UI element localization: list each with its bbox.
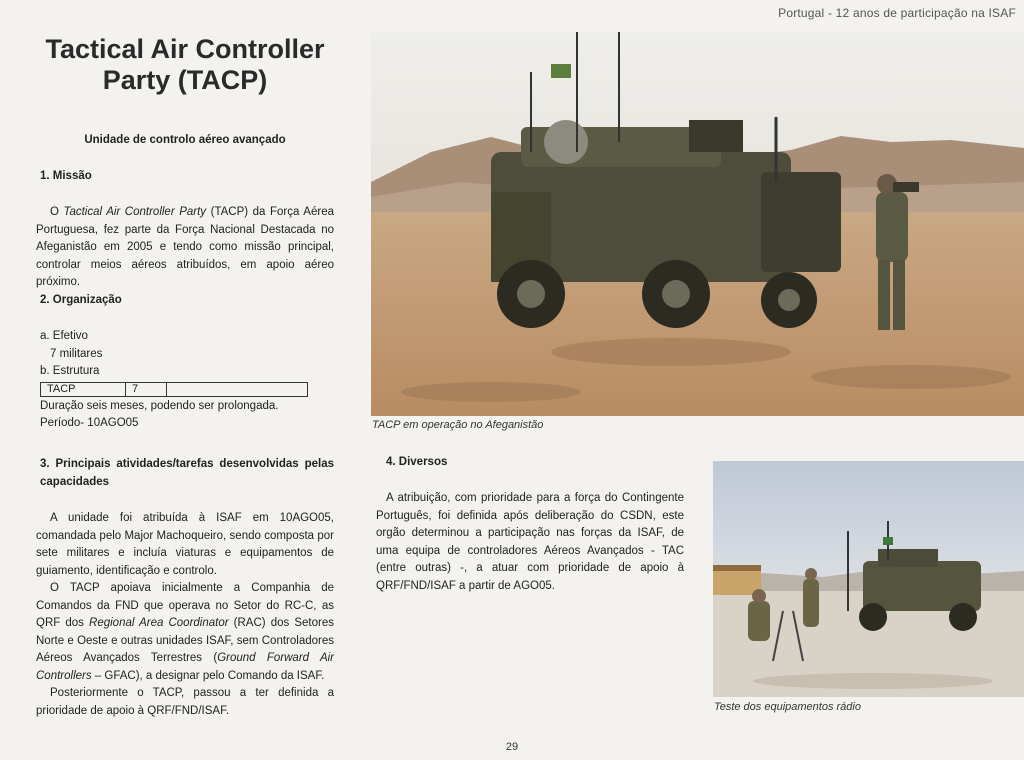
organizacao-block bbox=[40, 328, 334, 433]
left-column bbox=[36, 34, 334, 717]
table-cell-unit: TACP bbox=[41, 382, 126, 396]
photo-radio-test-image bbox=[713, 461, 1024, 697]
table-cell-count: 7 bbox=[126, 382, 167, 396]
table-row bbox=[41, 382, 308, 396]
photo-tacp-vehicle-image bbox=[371, 32, 1024, 416]
diversos-heading: 4. Diversos bbox=[386, 456, 448, 468]
photo-radio-test bbox=[713, 461, 1024, 697]
efetivo-label: a. Efetivo bbox=[40, 330, 88, 342]
running-header: Portugal - 12 anos de participação na ISAF bbox=[778, 6, 1016, 20]
periodo-text: Período- 10AGO05 bbox=[40, 417, 139, 429]
table-cell-extra bbox=[167, 382, 308, 396]
organizacao-heading: 2. Organização bbox=[40, 294, 122, 306]
photo-tacp-vehicle bbox=[371, 32, 1024, 416]
structure-table bbox=[40, 382, 308, 397]
diversos-paragraph: A atribuição, com prioridade para a força do Contingente Português, foi definida após deliberação do CSDN, este orgão determinou a participação nas forças da ISAF, de uma equipa de controladores Aéreos Avançados - TAC (entre outras) -, a atuar com prioridade de apoio à QRF/FND/ISAF a partir de AGO05. bbox=[376, 492, 684, 592]
title-line-2: Party (TACP) bbox=[102, 65, 268, 95]
duracao-text: Duração seis meses, podendo ser prolongada. bbox=[40, 399, 279, 412]
page-number: 29 bbox=[505, 741, 519, 753]
estrutura-label: b. Estrutura bbox=[40, 365, 100, 377]
missao-paragraph: O Tactical Air Controller Party (TACP) da Força Aérea Portuguesa, fez parte da Força Nacional Destacada no Afeganistão em 2005 e tendo como missão principal, controlar meios aéreos atribuídos, em apoio aéreo próximo. bbox=[36, 206, 334, 288]
photo-caption-1: TACP em operação no Afeganistão bbox=[372, 419, 544, 431]
atividades-body bbox=[36, 510, 334, 720]
atividades-heading: 3. Principais atividades/tarefas desenvolvidas pelas capacidades bbox=[40, 458, 334, 488]
efetivo-value: 7 militares bbox=[50, 347, 103, 360]
atividades-paragraph-2: O TACP apoiava inicialmente a Companhia de Comandos da FND que operava no Setor do RC-C, as QRF dos Regional Area Coordinator (RAC) dos Setores Norte e Oeste e outras unidades ISAF, sem Controladores Aéreos Avançados Terrestres (Ground Forward Air Controllers – GFAC), a designar pelo Comando da ISAF. bbox=[36, 582, 334, 682]
page-title bbox=[36, 34, 334, 96]
atividades-paragraph-1: A unidade foi atribuída à ISAF em 10AGO05, comandada pelo Major Machoqueiro, sendo composta por sete militares e incluía viaturas e equipamentos de guiamento, identificação e controlo. bbox=[36, 512, 334, 577]
atividades-paragraph-3: Posteriormente o TACP, passou a ter definida a prioridade de apoio à QRF/FND/ISAF. bbox=[36, 687, 334, 717]
subtitle: Unidade de controlo aéreo avançado bbox=[84, 134, 286, 146]
title-line-1: Tactical Air Controller bbox=[45, 34, 325, 64]
missao-heading: 1. Missão bbox=[40, 170, 92, 182]
photo-caption-2: Teste dos equipamentos rádio bbox=[714, 701, 861, 713]
